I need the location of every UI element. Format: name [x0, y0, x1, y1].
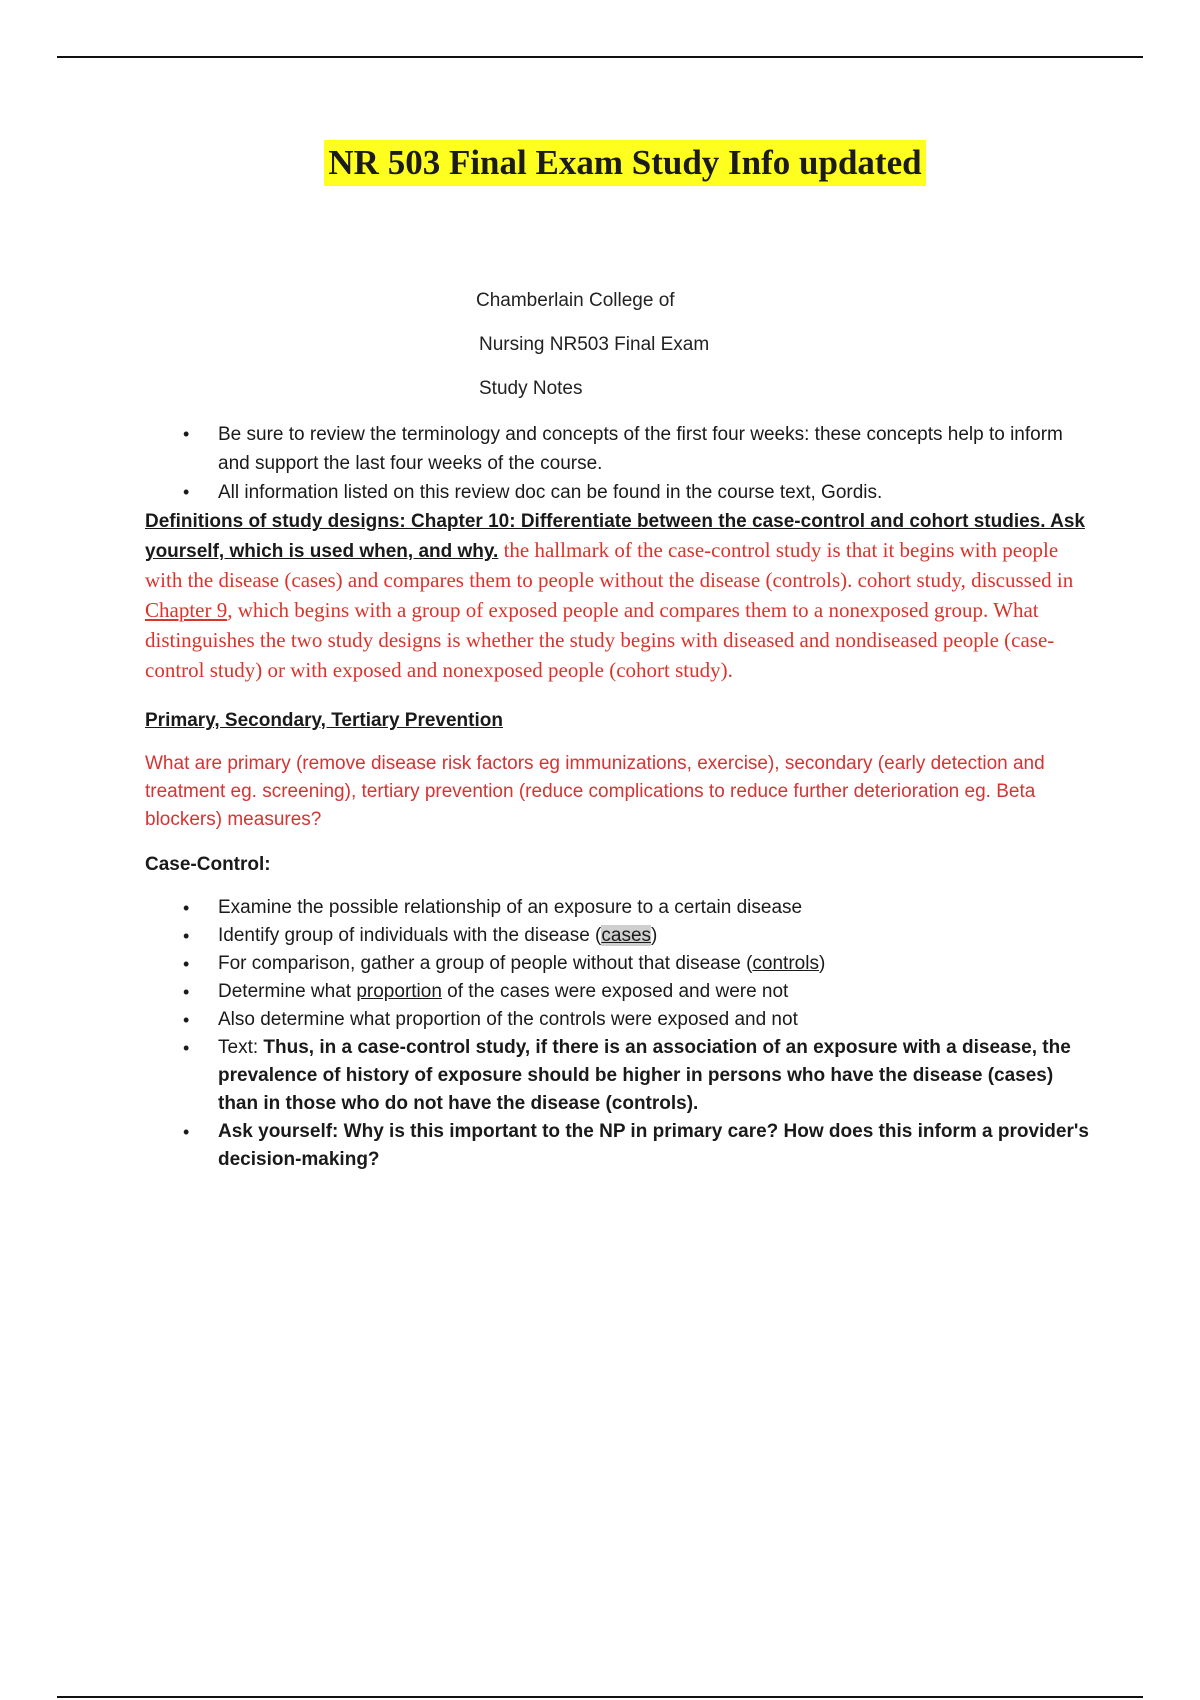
title-container	[0, 140, 1200, 186]
bullet-text: Determine what	[218, 981, 357, 1002]
bullet-text: For comparison, gather a group of people without that disease (	[218, 953, 753, 974]
college-line-1: Chamberlain College of	[476, 290, 675, 311]
definitions-text-2: , which begins with a group of exposed people and compares them to a nonexposed group. What distinguishes the two study designs is whether the study begins with diseased and nondiseased people (case-control study) or with exposed and nonexposed people (cohort study).	[145, 598, 1055, 682]
top-rule	[57, 56, 1143, 58]
text-label: Text:	[218, 1037, 264, 1058]
ask-yourself-question: Ask yourself: Why is this important to the NP in primary care? How does this inform a provider's decision-making?	[218, 1121, 1089, 1170]
college-block	[476, 286, 709, 418]
case-control-bullet-list	[145, 894, 1090, 1174]
definitions-text-1: the hallmark of the case-control study is that it begins with people with the disease (cases) and compares them to people without the disease (controls). cohort study, discussed in	[145, 538, 1074, 592]
intro-bullet: • All information listed on this review doc can be found in the course text, Gordis.	[145, 478, 1090, 507]
definitions-heading: Definitions of study designs: Chapter 10: Differentiate between the case-control and cohort studies. Ask yourself, which is used when, and why.	[145, 511, 1085, 562]
controls-term: controls	[752, 953, 819, 974]
document-content	[145, 420, 1090, 1174]
intro-bullet: • Be sure to review the terminology and concepts of the first four weeks: these concepts help to inform and support the last four weeks of the course.	[145, 420, 1090, 478]
case-control-bullet	[145, 1118, 1090, 1174]
bottom-rule	[57, 1696, 1143, 1698]
document-title: NR 503 Final Exam Study Info updated	[324, 140, 925, 186]
case-control-bullet	[145, 978, 1090, 1006]
bullet-text: of the cases were exposed and were not	[441, 981, 789, 1002]
bullet-text: )	[651, 925, 658, 946]
case-control-bullet	[145, 1034, 1090, 1118]
prevention-heading: Primary, Secondary, Tertiary Prevention	[145, 710, 503, 731]
text-quote: Thus, in a case-control study, if there is an association of an exposure with a disease, the prevalence of history of exposure should be higher in persons who have the disease (cases) than in those who do not have the disease (controls).	[218, 1037, 1071, 1114]
case-control-bullet	[145, 950, 1090, 978]
proportion-term: proportion	[356, 981, 442, 1002]
case-control-bullet: • Also determine what proportion of the controls were exposed and not	[145, 1006, 1090, 1034]
definitions-paragraph	[145, 507, 1090, 686]
chapter-9-link[interactable]: Chapter 9	[145, 598, 228, 622]
case-control-bullet	[145, 922, 1090, 950]
bullet-text: Identify group of individuals with the disease (	[218, 925, 602, 946]
cases-term: cases	[601, 925, 652, 946]
case-control-heading: Case-Control:	[145, 854, 271, 875]
college-line-2: Nursing NR503 Final Exam	[479, 334, 710, 355]
intro-bullet-list	[145, 420, 1090, 507]
college-line-3: Study Notes	[479, 378, 583, 399]
bullet-text: )	[818, 953, 826, 974]
prevention-text: What are primary (remove disease risk factors eg immunizations, exercise), secondary (early detection and treatment eg. screening), tertiary prevention (reduce complications to reduce further deterioration eg. Beta blockers) measures?	[145, 753, 1045, 830]
case-control-bullet: • Examine the possible relationship of an exposure to a certain disease	[145, 894, 1090, 922]
